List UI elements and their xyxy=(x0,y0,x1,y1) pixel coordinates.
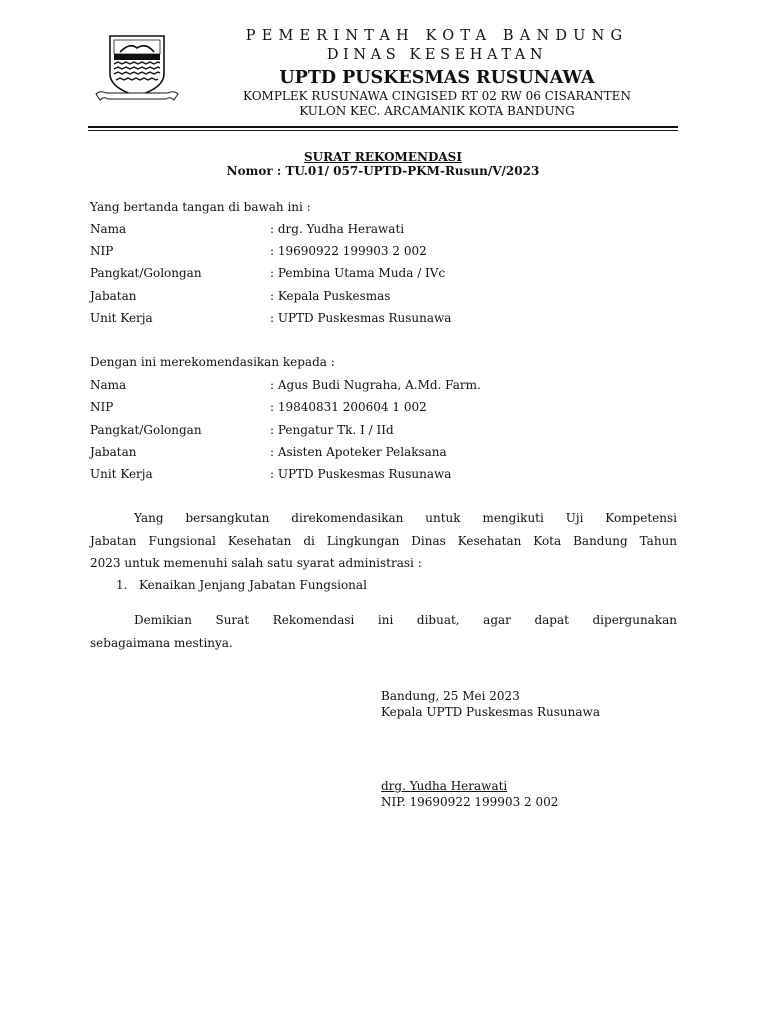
signer-nip-label: NIP xyxy=(90,244,114,258)
paragraph2-line1: Demikian Surat Rekomendasi ini dibuat, agar dapat dipergunakan xyxy=(134,613,677,627)
list-item-text: Kenaikan Jenjang Jabatan Fungsional xyxy=(139,578,367,592)
signature-place-date: Bandung, 25 Mei 2023 xyxy=(381,689,520,703)
recommend-name-label: Nama xyxy=(90,378,127,392)
signature-position: Kepala UPTD Puskesmas Rusunawa xyxy=(381,705,600,719)
paragraph2-line2: sebagaimana mestinya. xyxy=(90,635,233,650)
recommend-unit-label: Unit Kerja xyxy=(90,467,153,481)
letter-number: Nomor : TU.01/ 057-UPTD-PKM-Rusun/V/2023 xyxy=(226,164,540,178)
signer-name-value: : drg. Yudha Herawati xyxy=(270,222,405,236)
recommend-nip-value: : 19840831 200604 1 002 xyxy=(270,400,427,414)
header-rule-thin xyxy=(88,130,678,131)
paragraph1-line1: Yang bersangkutan direkomendasikan untuk mengikuti Uji Kompetensi xyxy=(134,511,677,525)
recommend-nip-label: NIP xyxy=(90,400,114,414)
recommend-intro: Dengan ini merekomendasikan kepada : xyxy=(90,355,335,369)
recommend-position-value: : Asisten Apoteker Pelaksana xyxy=(270,445,447,459)
header-government: PEMERINTAH KOTA BANDUNG xyxy=(245,28,629,44)
header-department: DINAS KESEHATAN xyxy=(326,47,548,63)
paragraph1-line3: 2023 untuk memenuhi salah satu syarat administrasi : xyxy=(90,556,422,570)
header-address-line2: KULON KEC. ARCAMANIK KOTA BANDUNG xyxy=(299,104,575,118)
signer-intro: Yang bertanda tangan di bawah ini : xyxy=(90,200,311,214)
letter-title: SURAT REKOMENDASI xyxy=(304,150,462,164)
signer-rank-label: Pangkat/Golongan xyxy=(90,266,202,280)
signer-nip-value: : 19690922 199903 2 002 xyxy=(270,244,427,258)
header-address-line1: KOMPLEK RUSUNAWA CINGISED RT 02 RW 06 CISARANTEN xyxy=(243,89,631,103)
signature-name: drg. Yudha Herawati xyxy=(381,779,508,793)
recommend-rank-value: : Pengatur Tk. I / IId xyxy=(270,423,394,437)
list-item-number: 1. xyxy=(116,578,128,592)
signer-unit-value: : UPTD Puskesmas Rusunawa xyxy=(270,311,452,325)
recommend-unit-value: : UPTD Puskesmas Rusunawa xyxy=(270,467,452,481)
kota-bandung-logo xyxy=(94,30,180,106)
signer-position-value: : Kepala Puskesmas xyxy=(270,289,391,303)
signer-name-label: Nama xyxy=(90,222,127,236)
header-rule-thick xyxy=(88,126,678,128)
closing-paragraph xyxy=(90,609,677,654)
signer-unit-label: Unit Kerja xyxy=(90,311,153,325)
recommend-rank-label: Pangkat/Golongan xyxy=(90,423,202,437)
header-institution: UPTD PUSKESMAS RUSUNAWA xyxy=(279,68,595,88)
recommend-position-label: Jabatan xyxy=(90,445,137,459)
signature-nip: NIP. 19690922 199903 2 002 xyxy=(381,795,559,809)
paragraph1-line2: Jabatan Fungsional Kesehatan di Lingkungan Dinas Kesehatan Kota Bandung Tahun xyxy=(90,533,677,548)
recommendation-paragraph xyxy=(90,507,677,575)
signer-rank-value: : Pembina Utama Muda / IVc xyxy=(270,266,446,280)
recommend-name-value: : Agus Budi Nugraha, A.Md. Farm. xyxy=(270,378,481,392)
signer-position-label: Jabatan xyxy=(90,289,137,303)
